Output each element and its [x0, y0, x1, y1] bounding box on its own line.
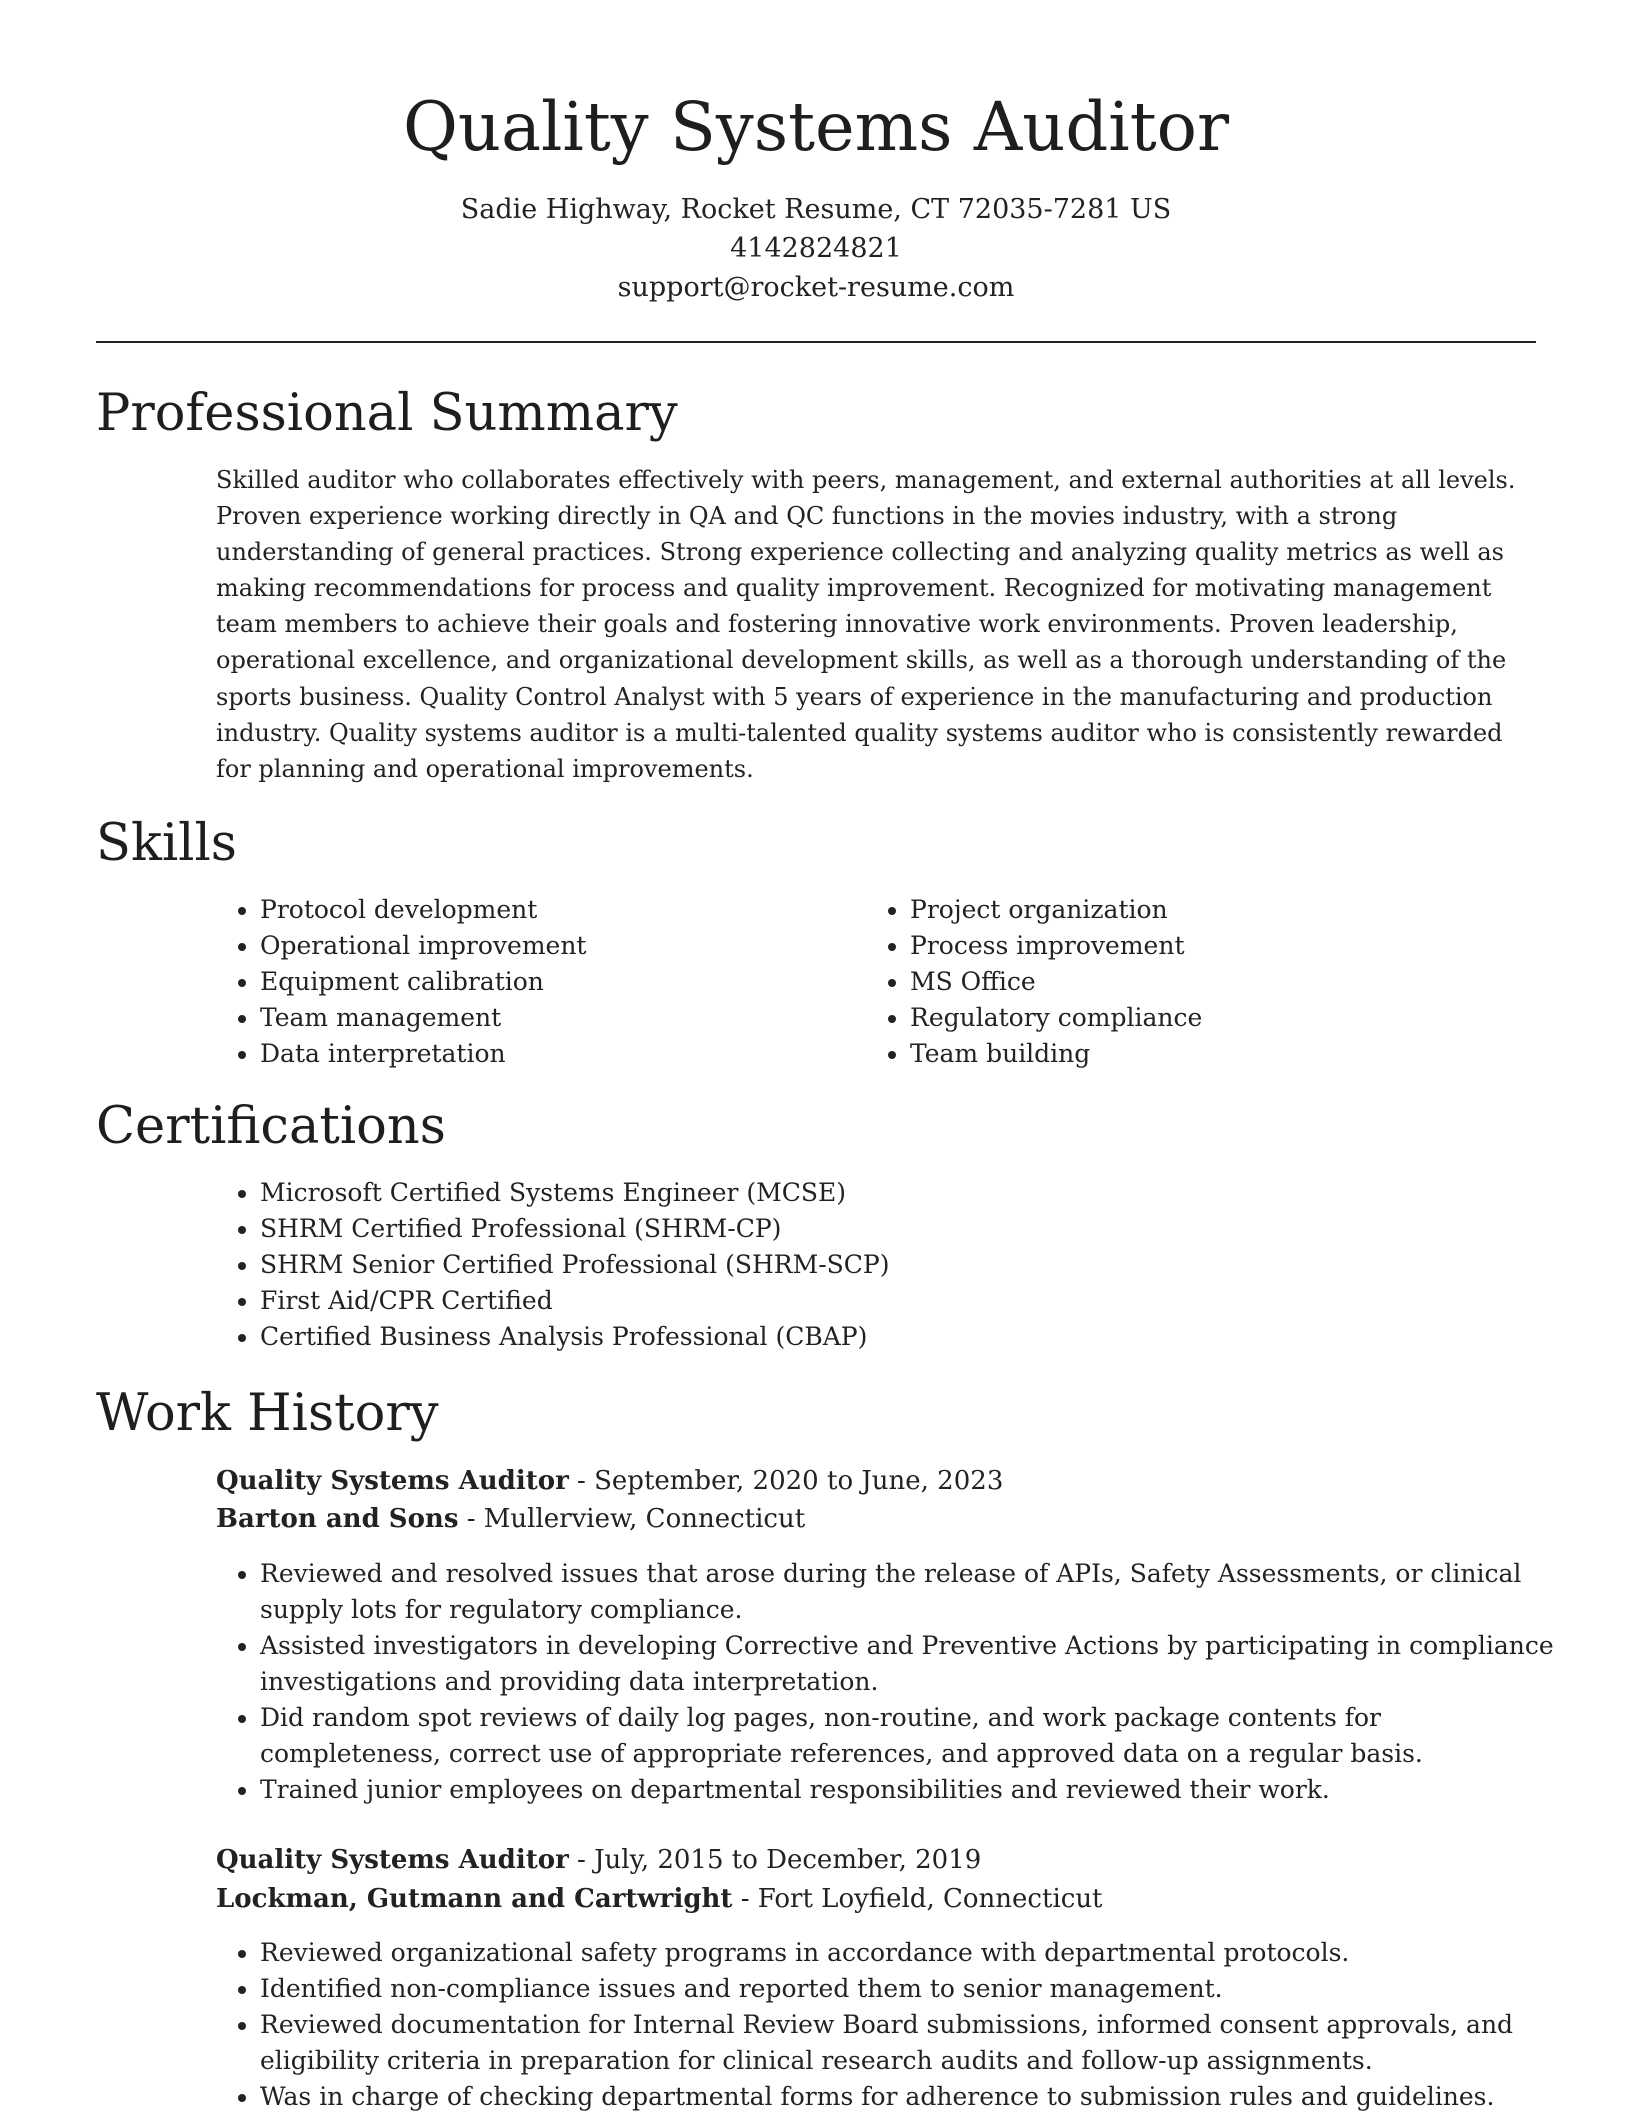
skill-item: • Data interpretation — [260, 1036, 820, 1072]
job-bullet: • Assisted investigators in developing Corrective and Preventive Actions by participating in compliance investigations and providing data interpretation. — [260, 1628, 1560, 1700]
skills-list-left — [216, 892, 820, 1072]
certification-item: • Certified Business Analysis Professional (CBAP) — [260, 1319, 1560, 1355]
section-title-skills: Skills — [96, 814, 237, 873]
job-location: - Mullerview, Connecticut — [458, 1504, 806, 1534]
skill-item: • Operational improvement — [260, 928, 820, 964]
skill-item: • Regulatory compliance — [910, 1000, 1510, 1036]
job-role: Quality Systems Auditor — [216, 1466, 569, 1496]
job-bullet: • Reviewed and resolved issues that arose during the release of APIs, Safety Assessments, or clinical supply lots for regulatory compliance. — [260, 1556, 1560, 1628]
header-divider — [96, 341, 1536, 343]
certification-item: • SHRM Certified Professional (SHRM-CP) — [260, 1211, 1560, 1247]
certification-item: • First Aid/CPR Certified — [260, 1283, 1560, 1319]
job-bullet: • Trained junior employees on departmental responsibilities and reviewed their work. — [260, 1772, 1560, 1808]
job-title-line — [216, 1841, 981, 1879]
skill-item: • Team building — [910, 1036, 1510, 1072]
job-role: Quality Systems Auditor — [216, 1845, 569, 1875]
summary-text: Skilled auditor who collaborates effectively with peers, management, and external authorities at all levels. Proven experience working directly in QA and QC functions in the movies industry, with a strong understanding of general practices. Strong experience collecting and analyzing quality metrics as well as making recommendations for process and quality improvement. Recognized for motivating management team members to achieve their goals and fostering innovative work environments. Proven leadership, operational excellence, and organizational development skills, as well as a thorough understanding of the sports business. Quality Control Analyst with 5 years of experience in the manufacturing and production industry. Quality systems auditor is a multi-talented quality systems auditor who is consistently rewarded for planning and operational improvements. — [216, 466, 1516, 783]
job-company-line — [216, 1880, 1103, 1918]
job-bullet: • Did random spot reviews of daily log pages, non-routine, and work package contents for completeness, correct use of appropriate references, and approved data on a regular basis. — [260, 1700, 1560, 1772]
skill-item: • MS Office — [910, 964, 1510, 1000]
job-dates: - July, 2015 to December, 2019 — [568, 1845, 982, 1875]
job-dates: - September, 2020 to June, 2023 — [568, 1466, 1004, 1496]
skill-item: • Equipment calibration — [260, 964, 820, 1000]
section-title-work-history: Work History — [96, 1384, 439, 1443]
job-location: - Fort Loyfield, Connecticut — [732, 1884, 1103, 1914]
job-company-line — [216, 1500, 805, 1538]
section-title-certifications: Certifications — [96, 1097, 446, 1156]
certification-item: • SHRM Senior Certified Professional (SHRM-SCP) — [260, 1247, 1560, 1283]
job-bullets — [216, 1935, 1560, 2115]
skill-item: • Team management — [260, 1000, 820, 1036]
skills-list-right — [866, 892, 1510, 1072]
candidate-title: Quality Systems Auditor — [402, 88, 1230, 166]
job-bullet: • Reviewed documentation for Internal Review Board submissions, informed consent approvals, and eligibility criteria in preparation for clinical research audits and follow-up assignments. — [260, 2007, 1560, 2079]
job-bullet: • Identified non-compliance issues and reported them to senior management. — [260, 1971, 1560, 2007]
skill-item: • Project organization — [910, 892, 1510, 928]
job-company: Barton and Sons — [216, 1504, 459, 1534]
job-title-line — [216, 1462, 1003, 1500]
contact-phone: 4142824821 — [730, 233, 902, 264]
certifications-list — [216, 1175, 1560, 1355]
job-bullets — [216, 1556, 1560, 1808]
job-company: Lockman, Gutmann and Cartwright — [216, 1884, 733, 1914]
certification-item: • Microsoft Certified Systems Engineer (MCSE) — [260, 1175, 1560, 1211]
skill-item: • Process improvement — [910, 928, 1510, 964]
job-bullet: • Reviewed organizational safety programs in accordance with departmental protocols. — [260, 1935, 1560, 1971]
section-title-summary: Professional Summary — [96, 384, 678, 443]
job-bullet: • Was in charge of checking departmental forms for adherence to submission rules and guidelines. — [260, 2079, 1560, 2115]
contact-address: Sadie Highway, Rocket Resume, CT 72035-7281 US — [460, 194, 1172, 225]
skill-item: • Protocol development — [260, 892, 820, 928]
contact-email: support@rocket-resume.com — [617, 272, 1015, 303]
